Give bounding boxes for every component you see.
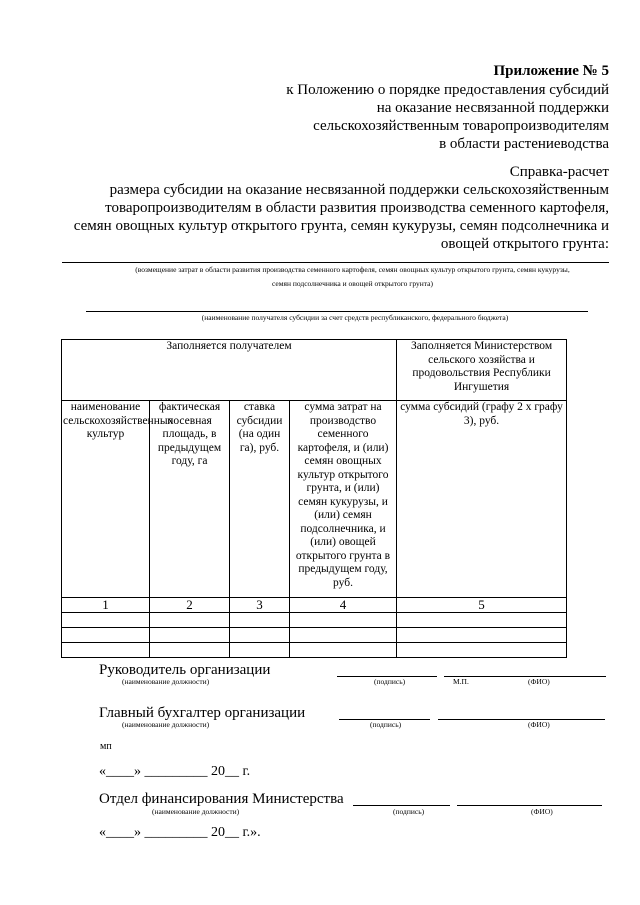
table-row	[62, 613, 567, 628]
document-title: Справка-расчет	[509, 164, 609, 180]
recipient-fill-line	[86, 311, 588, 312]
col-header-crops: наименование сельскохозяйственных культур	[62, 401, 150, 598]
finance-label: Отдел финансирования Министерства	[99, 791, 344, 807]
group-header-ministry: Заполняется Министерством сельского хозяйства и продовольствия Республики Ингушетия	[397, 340, 567, 401]
accountant-fio-line	[438, 719, 605, 720]
header-line-3: сельскохозяйственным товаропроизводителям	[313, 118, 609, 134]
head-seal-mark: М.П.	[453, 677, 469, 686]
header-line-1: к Положению о порядке предоставления субсидий	[286, 82, 609, 98]
col-header-area: фактическая посевная площадь, в предыдущем году, га	[150, 401, 230, 598]
accountant-label: Главный бухгалтер организации	[99, 705, 306, 721]
col-header-costs: сумма затрат на производство семенного картофеля, и (или) семян овощных культур открытого грунта, и (или) семян кукурузы, и (или) семян подсолнечника, и (или) овощей открытого грунта в предыдущем году, руб.	[290, 401, 397, 598]
head-position-caption: (наименование должности)	[122, 677, 210, 686]
purpose-fill-line	[62, 262, 609, 263]
finance-signature-caption: (подпись)	[393, 807, 425, 816]
col-header-rate: ставка субсидии (на один га), руб.	[230, 401, 290, 598]
col-number-2: 2	[150, 598, 230, 613]
appendix-number: Приложение № 5	[493, 63, 609, 79]
col-number-4: 4	[290, 598, 397, 613]
title-line-2: товаропроизводителям в области развития производства семенного картофеля,	[105, 200, 609, 216]
title-line-3: семян овощных культур открытого грунта, семян кукурузы, семян подсолнечника и	[73, 218, 609, 234]
title-line-1: размера субсидии на оказание несвязанной поддержки сельскохозяйственным	[109, 182, 609, 198]
col-header-subsidy: сумма субсидий (графу 2 х графу 3), руб.	[397, 401, 567, 598]
finance-fio-line	[457, 805, 602, 806]
head-signature-caption: (подпись)	[374, 677, 406, 686]
accountant-fio-caption: (ФИО)	[528, 720, 550, 729]
group-header-recipient: Заполняется получателем	[62, 340, 397, 401]
header-line-2: на оказание несвязанной поддержки	[376, 100, 609, 116]
table-row	[62, 643, 567, 658]
head-fio-caption: (ФИО)	[528, 677, 550, 686]
accountant-signature-caption: (подпись)	[370, 720, 402, 729]
finance-position-caption: (наименование должности)	[152, 807, 240, 816]
col-number-3: 3	[230, 598, 290, 613]
accountant-position-caption: (наименование должности)	[122, 720, 210, 729]
col-number-5: 5	[397, 598, 567, 613]
purpose-caption-1: (возмещение затрат в области развития производства семенного картофеля, семян овощных культур открытого грунта, семян кукурузы,	[135, 265, 570, 274]
finance-signature-line	[353, 805, 450, 806]
col-number-1: 1	[62, 598, 150, 613]
subsidy-table	[61, 339, 567, 658]
seal-mark: мп	[100, 741, 112, 752]
table-row	[62, 628, 567, 643]
recipient-caption: (наименование получателя субсидии за счет средств республиканского, федерального бюджета)	[201, 313, 509, 322]
finance-fio-caption: (ФИО)	[531, 807, 553, 816]
date-line: «____» _________ 20__ г.	[99, 764, 251, 779]
head-label: Руководитель организации	[99, 662, 271, 678]
title-line-4: овощей открытого грунта:	[440, 236, 609, 252]
header-line-4: в области растениеводства	[439, 136, 609, 152]
purpose-caption-2: семян подсолнечника и овощей открытого грунта)	[272, 279, 433, 288]
date-line-final: «____» _________ 20__ г.».	[99, 825, 261, 840]
